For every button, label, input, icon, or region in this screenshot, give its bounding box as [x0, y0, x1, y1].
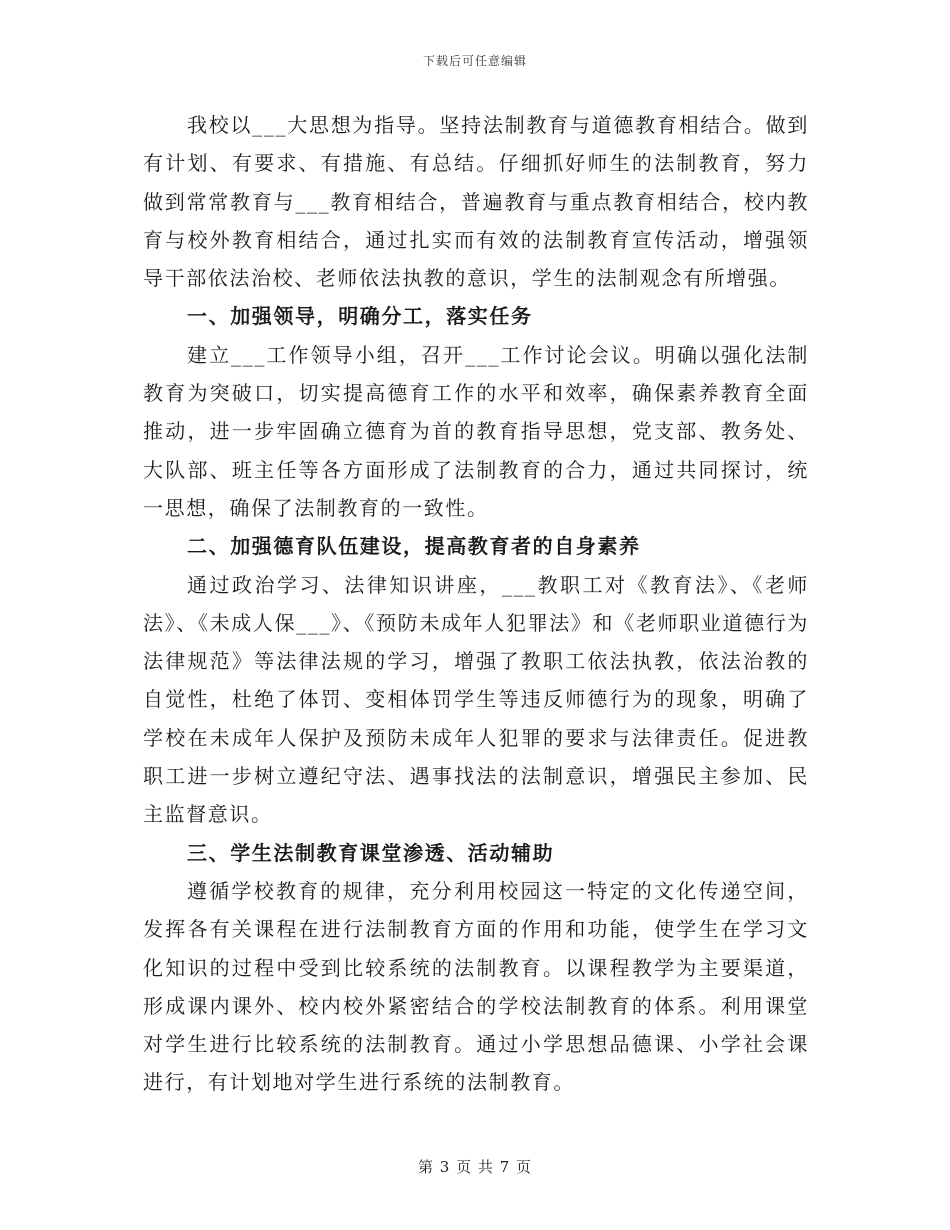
- section-3-paragraph: 遵循学校教育的规律，充分利用校园这一特定的文化传递空间，发挥各有关课程在进行法制教育方面的作用和功能，使学生在学习文化知识的过程中受到比较系统的法制教育。以课程教学为主要渠道，形成课内课外、校内校外紧密结合的学校法制教育的体系。利用课堂对学生进行比较系统的法制教育。通过小学思想品德课、小学社会课进行，有计划地对学生进行系统的法制教育。: [143, 878, 809, 1095]
- page-number: 第 3 页 共 7 页: [418, 1158, 532, 1176]
- document-body: [143, 106, 809, 1102]
- section-2-heading: 二、加强德育队伍建设，提高教育者的自身素养: [187, 534, 641, 559]
- section-2-paragraph: 通过政治学习、法律知识讲座，___教职工对《教育法》、《老师法》、《未成人保___》、《预防未成年人犯罪法》和《老师职业道德行为法律规范》等法律法规的学习，增强了教职工依法执教，依法治教的自觉性，杜绝了体罚、变相体罚学生等违反师德行为的现象，明确了学校在未成年人保护及预防未成年人犯罪的要求与法律责任。促进教职工进一步树立遵纪守法、遇事找法的法制意识，增强民主参加、民主监督意识。: [143, 572, 809, 827]
- intro-paragraph: 我校以___大思想为指导。坚持法制教育与道德教育相结合。做到有计划、有要求、有措施、有总结。仔细抓好师生的法制教育，努力做到常常教育与___教育相结合，普遍教育与重点教育相结合，校内教育与校外教育相结合，通过扎实而有效的法制教育宣传活动，增强领导干部依法治校、老师依法执教的意识，学生的法制观念有所增强。: [143, 113, 809, 291]
- section-1-heading: 一、加强领导，明确分工，落实任务: [187, 304, 533, 329]
- page-header: 下载后可任意编辑: [422, 54, 527, 68]
- section-1-paragraph: 建立___工作领导小组，召开___工作讨论会议。明确以强化法制教育为突破口，切实提高德育工作的水平和效率，确保素养教育全面推动，进一步牢固确立德育为首的教育指导思想，党支部、教务处、大队部、班主任等各方面形成了法制教育的合力，通过共同探讨，统一思想，确保了法制教育的一致性。: [143, 342, 809, 520]
- section-3-heading: 三、学生法制教育课堂渗透、活动辅助: [187, 840, 555, 865]
